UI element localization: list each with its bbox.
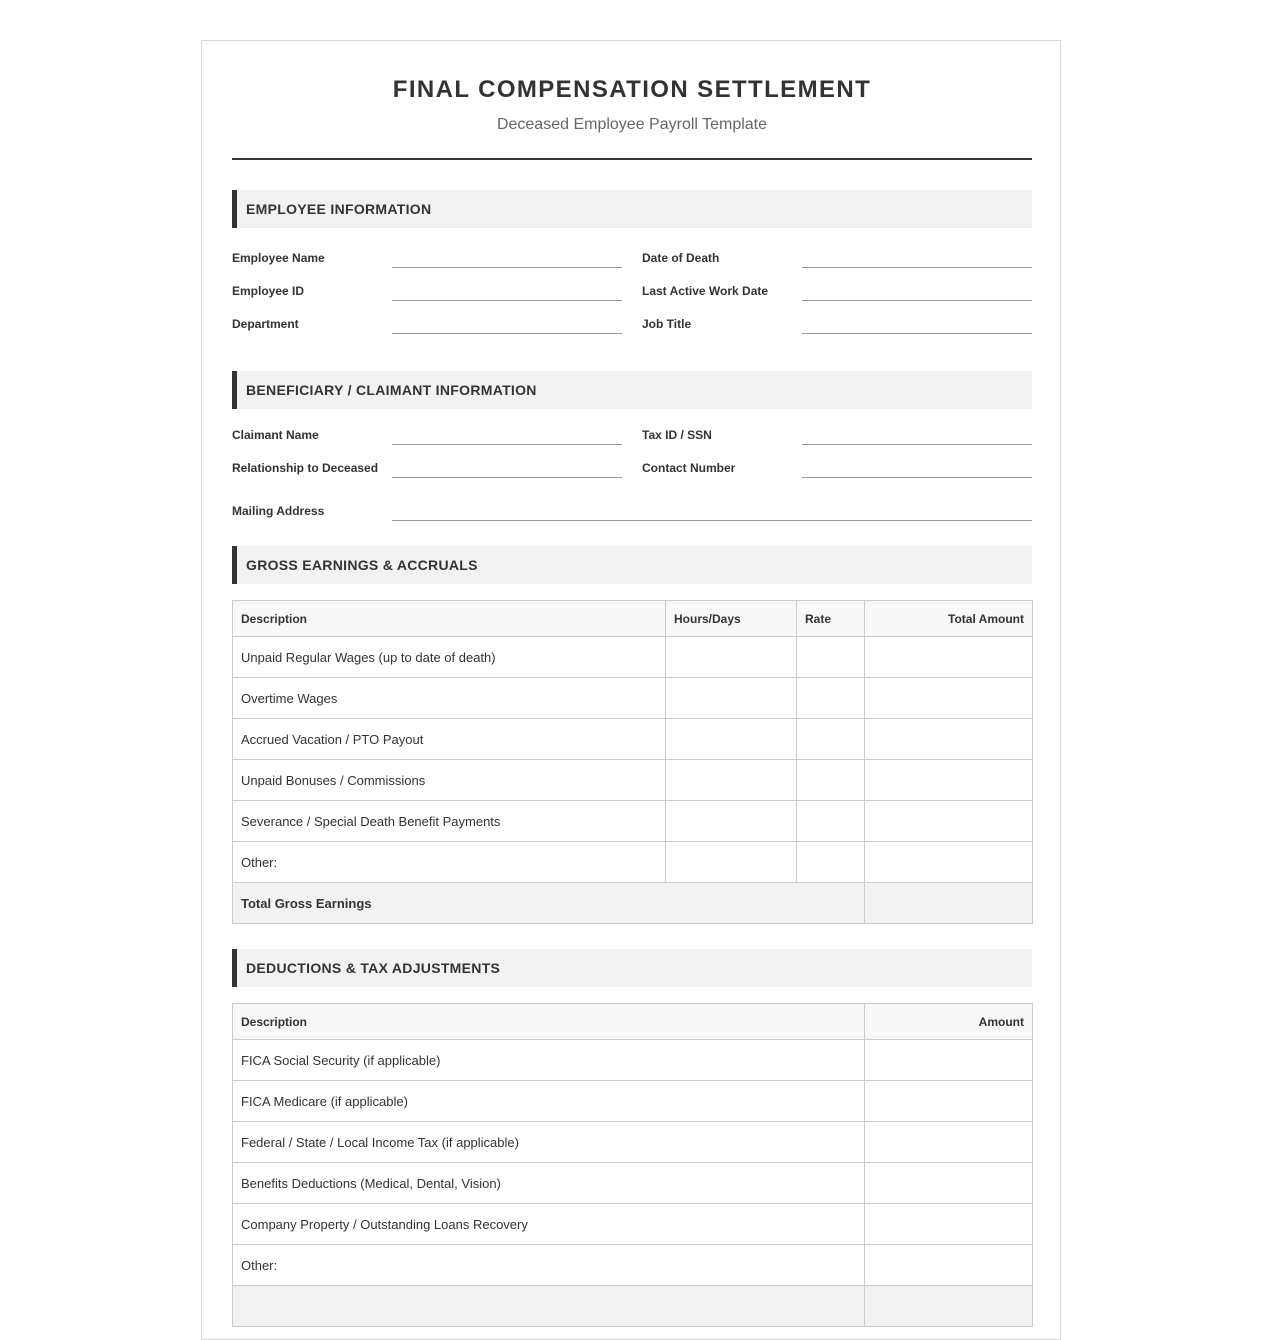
field-row [232,235,1032,268]
document-subtitle: Deceased Employee Payroll Template [496,116,768,133]
document-content [232,41,1032,1327]
row-description: Other: [233,1245,865,1286]
rate-cell[interactable] [797,842,865,883]
table-row [233,1245,1033,1286]
total-amount-cell[interactable] [865,637,1033,678]
section-heading-employee: EMPLOYEE INFORMATION [232,190,1032,228]
hours-days-cell[interactable] [666,719,797,760]
field-label: Contact Number [642,461,736,475]
total-gross-earnings-cell[interactable] [865,883,1033,924]
department-field [232,310,622,334]
row-description: Unpaid Bonuses / Commissions [233,760,666,801]
column-header-rate: Rate [797,601,865,637]
table-header-row [233,601,1033,637]
amount-cell[interactable] [865,1245,1033,1286]
table-row [233,801,1033,842]
section-heading-beneficiary: BENEFICIARY / CLAIMANT INFORMATION [232,371,1032,409]
total-gross-earnings-label: Total Gross Earnings [233,883,865,924]
row-description: FICA Social Security (if applicable) [233,1040,865,1081]
contact-number-input[interactable] [802,454,1032,478]
beneficiary-fields [232,412,1032,521]
total-amount-cell[interactable] [865,801,1033,842]
claimant-name-field [232,421,622,445]
total-amount-cell[interactable] [865,719,1033,760]
relationship-field [232,454,622,478]
field-row [232,478,1032,521]
date-of-death-field [642,244,1032,268]
title-divider [232,158,1032,160]
table-row [233,842,1033,883]
rate-cell[interactable] [797,801,865,842]
hours-days-cell[interactable] [666,637,797,678]
job-title-field [642,310,1032,334]
row-description: Accrued Vacation / PTO Payout [233,719,666,760]
field-label: Last Active Work Date [642,284,769,298]
table-row [233,1204,1033,1245]
job-title-input[interactable] [802,310,1032,334]
total-row [233,883,1033,924]
employee-name-field [232,244,622,268]
total-deductions-cell[interactable] [865,1286,1033,1327]
row-description: Unpaid Regular Wages (up to date of death) [233,637,666,678]
document-page [201,40,1061,1340]
row-description: Other: [233,842,666,883]
column-header-hours-days: Hours/Days [666,601,797,637]
row-description: Federal / State / Local Income Tax (if applicable) [233,1122,865,1163]
total-row [233,1286,1033,1327]
hours-days-cell[interactable] [666,801,797,842]
field-row [232,445,1032,478]
row-description: FICA Medicare (if applicable) [233,1081,865,1122]
column-header-description: Description [233,1004,865,1040]
amount-cell[interactable] [865,1122,1033,1163]
column-header-description: Description [233,601,666,637]
field-label: Department [232,317,299,331]
field-label: Claimant Name [232,428,319,442]
table-row [233,678,1033,719]
employee-id-input[interactable] [392,277,622,301]
table-row [233,1163,1033,1204]
employee-fields [232,235,1032,334]
row-description: Severance / Special Death Benefit Payments [233,801,666,842]
field-row [232,301,1032,334]
field-label: Date of Death [642,251,720,265]
section-heading-earnings: GROSS EARNINGS & ACCRUALS [232,546,1032,584]
earnings-table [232,600,1033,924]
field-label: Employee Name [232,251,325,265]
deductions-table [232,1003,1033,1327]
mailing-address-field [232,497,1032,521]
rate-cell[interactable] [797,637,865,678]
document-title: FINAL COMPENSATION SETTLEMENT [392,76,872,103]
total-amount-cell[interactable] [865,842,1033,883]
table-row [233,1122,1033,1163]
row-description: Overtime Wages [233,678,666,719]
contact-number-field [642,454,1032,478]
column-header-total-amount: Total Amount [865,601,1033,637]
rate-cell[interactable] [797,678,865,719]
relationship-input[interactable] [392,454,622,478]
total-amount-cell[interactable] [865,760,1033,801]
mailing-address-input[interactable] [392,497,1032,521]
amount-cell[interactable] [865,1040,1033,1081]
last-active-work-date-field [642,277,1032,301]
row-description: Benefits Deductions (Medical, Dental, Vision) [233,1163,865,1204]
total-deductions-label [233,1286,865,1327]
field-label: Relationship to Deceased [232,461,379,475]
rate-cell[interactable] [797,760,865,801]
tax-id-field [642,421,1032,445]
amount-cell[interactable] [865,1163,1033,1204]
employee-name-input[interactable] [392,244,622,268]
table-row [233,760,1033,801]
field-label: Employee ID [232,284,305,298]
table-row [233,637,1033,678]
department-input[interactable] [392,310,622,334]
date-of-death-input[interactable] [802,244,1032,268]
section-heading-deductions: DEDUCTIONS & TAX ADJUSTMENTS [232,949,1032,987]
rate-cell[interactable] [797,719,865,760]
field-row [232,268,1032,301]
total-amount-cell[interactable] [865,678,1033,719]
employee-id-field [232,277,622,301]
last-active-work-date-input[interactable] [802,277,1032,301]
table-row [233,1040,1033,1081]
column-header-amount: Amount [865,1004,1033,1040]
hours-days-cell[interactable] [666,760,797,801]
field-row [232,412,1032,445]
table-row [233,719,1033,760]
amount-cell[interactable] [865,1204,1033,1245]
table-header-row [233,1004,1033,1040]
field-label: Tax ID / SSN [642,428,712,442]
amount-cell[interactable] [865,1081,1033,1122]
hours-days-cell[interactable] [666,678,797,719]
row-description: Company Property / Outstanding Loans Recovery [233,1204,865,1245]
field-label: Job Title [642,317,692,331]
table-row [233,1081,1033,1122]
field-label: Mailing Address [232,504,325,518]
hours-days-cell[interactable] [666,842,797,883]
tax-id-input[interactable] [802,421,1032,445]
claimant-name-input[interactable] [392,421,622,445]
